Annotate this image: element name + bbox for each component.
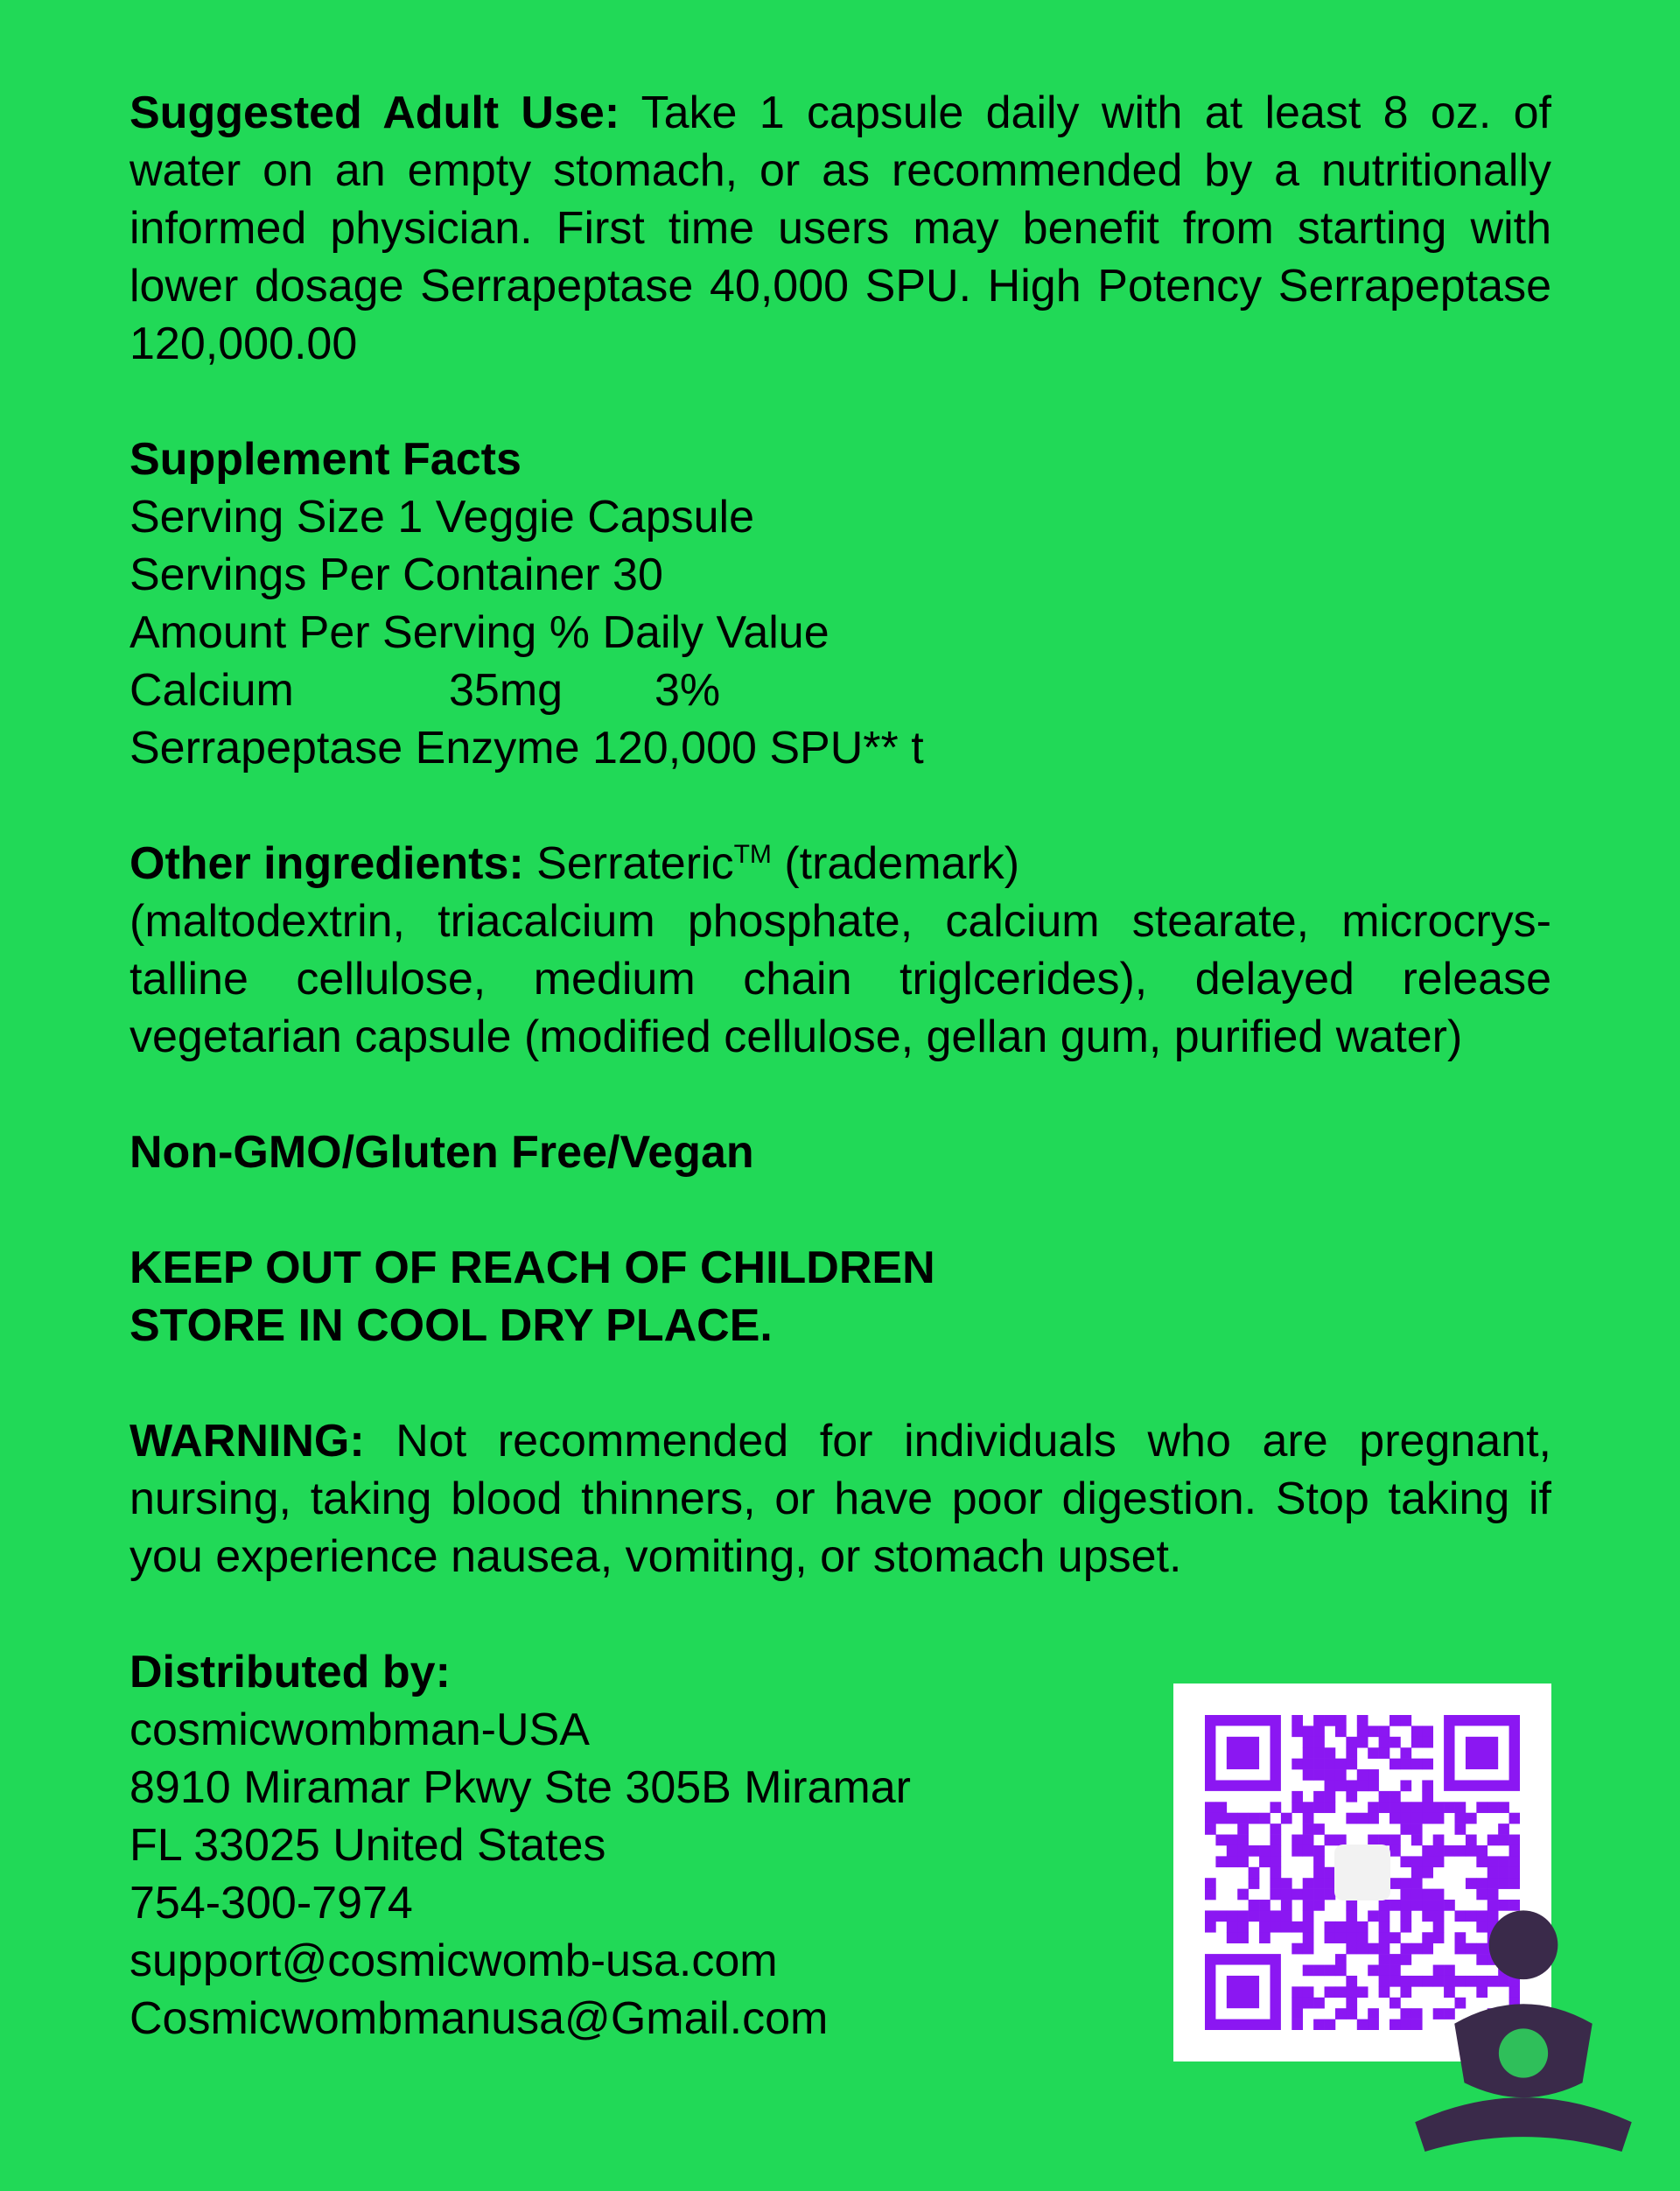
storage-line-1: KEEP OUT OF REACH OF CHILDREN xyxy=(130,1242,935,1293)
ingredients-section xyxy=(130,835,1551,1066)
meditation-figure-icon xyxy=(1334,1844,1390,1900)
amount-header: Amount Per Serving % Daily Value xyxy=(130,607,830,658)
facts-title: Supplement Facts xyxy=(130,434,522,485)
usage-section xyxy=(130,84,1551,373)
serving-size: Serving Size 1 Veggie Capsule xyxy=(130,492,755,542)
distributor-email-2[interactable]: Cosmicwombmanusa@Gmail.com xyxy=(130,1993,829,2044)
calcium-dv: 3% xyxy=(654,665,721,716)
distributor-phone: 754-300-7974 xyxy=(130,1878,413,1928)
ingredients-header xyxy=(130,835,1551,892)
warning-text: Not recommended for individuals who are pregnant, nursing, taking blood thinners, or have poor digestion. Stop taking if you experience nausea, vomiting, or stomach upset. xyxy=(130,1416,1552,1582)
ingredients-brand-note: (trademark) xyxy=(771,838,1020,889)
supplement-facts xyxy=(130,430,1551,777)
ingredients-brand: Serrateric xyxy=(536,838,734,889)
storage-section xyxy=(130,1239,1551,1354)
calcium-amount: 35mg xyxy=(449,665,564,716)
distributor-label: Distributed by: xyxy=(130,1647,451,1698)
warning-label: WARNING: xyxy=(130,1416,365,1466)
usage-label: Suggested Adult Use: xyxy=(130,88,620,138)
enzyme-row: Serrapeptase Enzyme 120,000 SPU** t xyxy=(130,723,924,774)
diet-claims: Non-GMO/Gluten Free/Vegan xyxy=(130,1127,754,1178)
ingredients-text: (maltodextrin, triacalcium phosphate, calcium stearate, microcrys-talline cellulose, medium chain triglcerides), delayed release vegetarian capsule (modified cellulose, gellan gum, purified water) xyxy=(130,896,1551,1062)
servings-per-container: Servings Per Container 30 xyxy=(130,550,663,600)
ingredients-label: Other ingredients: xyxy=(130,838,524,889)
distributor-email-1[interactable]: support@cosmicwomb-usa.com xyxy=(130,1936,778,1986)
distributor-address-1: 8910 Miramar Pkwy Ste 305B Miramar xyxy=(130,1762,911,1813)
trademark-symbol: TM xyxy=(733,840,772,869)
qr-code[interactable] xyxy=(1173,1684,1551,2062)
calcium-row xyxy=(130,662,1551,719)
distributor-address-2: FL 33025 United States xyxy=(130,1820,606,1871)
distributor-name: cosmicwombman-USA xyxy=(130,1704,590,1755)
usage-text: Take 1 capsule daily with at least 8 oz. of water on an empty stomach, or as recommended by a nutritionally informed physician. First time users may benefit from starting with lower dosage Serrapeptase 40,000 SPU. High Potency Serrapeptase 120,000.00 xyxy=(130,88,1551,369)
warning-section xyxy=(130,1412,1551,1586)
calcium-name: Calcium xyxy=(130,665,294,716)
storage-line-2: STORE IN COOL DRY PLACE. xyxy=(130,1300,773,1351)
